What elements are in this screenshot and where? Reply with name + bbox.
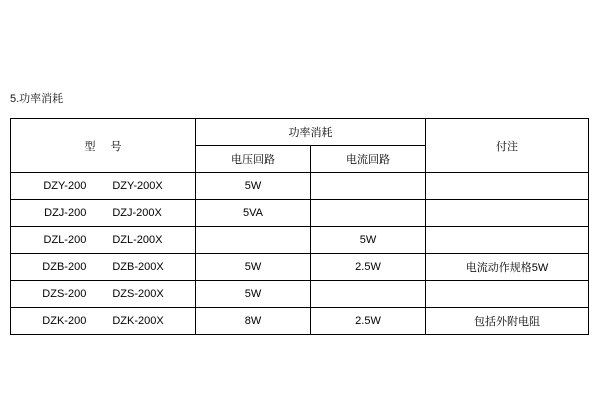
cell-current	[311, 200, 426, 227]
table-row	[11, 308, 589, 335]
cell-model	[11, 227, 196, 254]
model-name-variant: DZL-200X	[112, 234, 163, 246]
cell-note	[426, 173, 589, 200]
model-name-variant: DZY-200X	[112, 180, 163, 192]
power-consumption-table-wrapper	[10, 118, 588, 335]
cell-current: 2.5W	[311, 308, 426, 335]
power-consumption-table	[10, 118, 589, 335]
section-title: 5.功率消耗	[10, 93, 64, 105]
cell-note	[426, 281, 589, 308]
cell-current	[311, 173, 426, 200]
header-power-group: 功率消耗	[196, 119, 426, 146]
cell-model	[11, 281, 196, 308]
table-row	[11, 200, 589, 227]
table-row	[11, 173, 589, 200]
cell-model	[11, 173, 196, 200]
model-name-variant: DZS-200X	[112, 288, 164, 300]
cell-voltage: 5W	[196, 173, 311, 200]
cell-current: 5W	[311, 227, 426, 254]
model-name-primary: DZK-200	[42, 315, 87, 327]
cell-note: 电流动作规格5W	[426, 254, 589, 281]
model-name-primary: DZB-200	[42, 261, 87, 273]
header-current-circuit: 电流回路	[311, 146, 426, 173]
cell-note	[426, 200, 589, 227]
cell-current	[311, 281, 426, 308]
model-name-variant: DZB-200X	[112, 261, 164, 273]
cell-current: 2.5W	[311, 254, 426, 281]
cell-voltage: 5W	[196, 254, 311, 281]
model-name-primary: DZJ-200	[44, 207, 87, 219]
table-row	[11, 227, 589, 254]
table-row	[11, 254, 589, 281]
cell-voltage	[196, 227, 311, 254]
header-voltage-circuit: 电压回路	[196, 146, 311, 173]
model-name-primary: DZL-200	[43, 234, 87, 246]
cell-model	[11, 254, 196, 281]
cell-voltage: 5VA	[196, 200, 311, 227]
header-model	[11, 119, 196, 173]
header-model-label: 型 号	[84, 140, 128, 153]
header-note: 付注	[426, 119, 589, 173]
cell-voltage: 8W	[196, 308, 311, 335]
model-name-primary: DZY-200	[43, 180, 87, 192]
cell-model	[11, 308, 196, 335]
model-name-variant: DZJ-200X	[112, 207, 162, 219]
table-row	[11, 281, 589, 308]
cell-model	[11, 200, 196, 227]
cell-note	[426, 227, 589, 254]
table-header-row-1	[11, 119, 589, 146]
cell-note: 包括外附电阻	[426, 308, 589, 335]
cell-voltage: 5W	[196, 281, 311, 308]
model-name-variant: DZK-200X	[112, 315, 164, 327]
model-name-primary: DZS-200	[42, 288, 87, 300]
